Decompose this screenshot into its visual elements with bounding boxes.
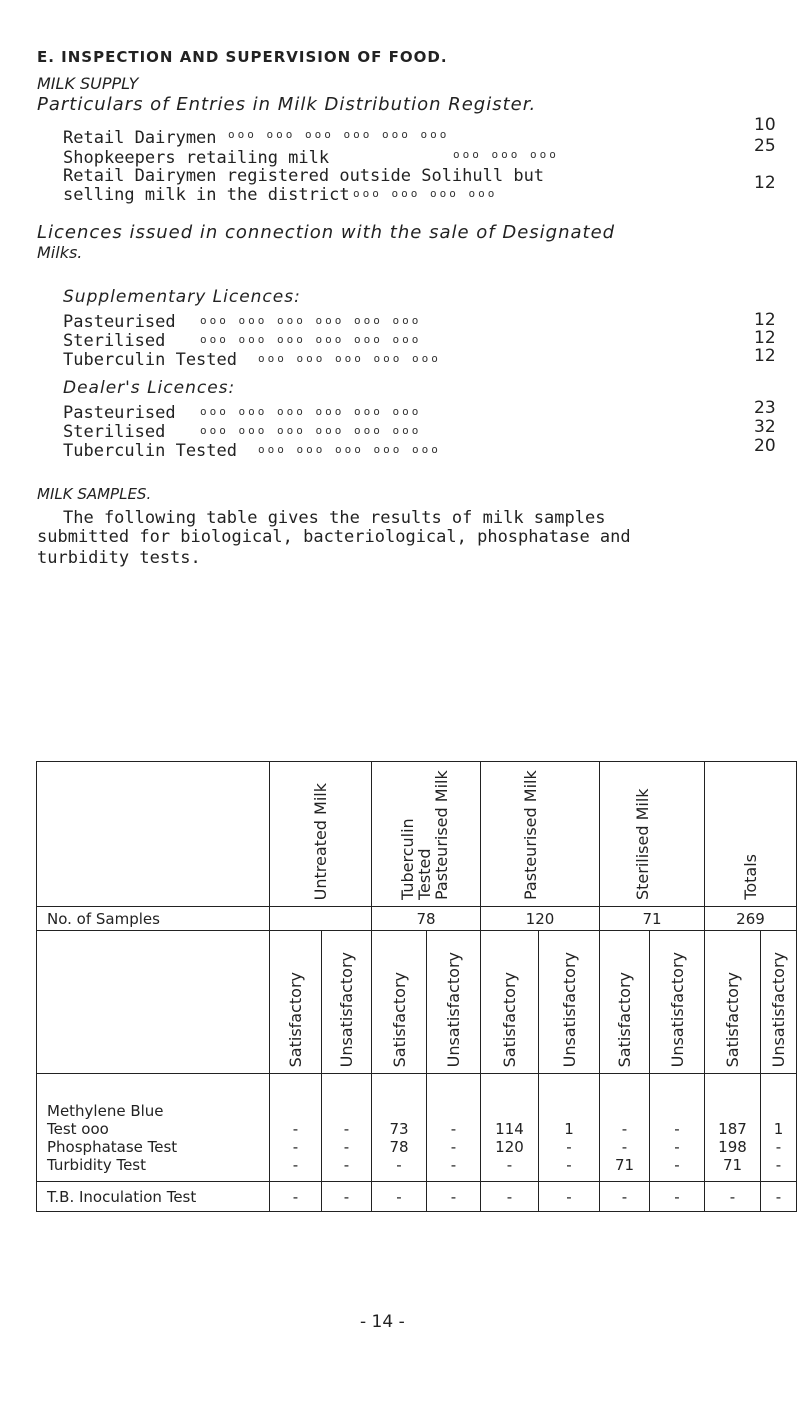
column-header-label: Totals — [741, 854, 760, 900]
result-header — [761, 931, 797, 1074]
licence-value: 32 — [754, 417, 776, 437]
result-cell — [481, 1074, 539, 1182]
result-header — [650, 931, 705, 1074]
leader-dots: ooo ooo ooo ooo ooo — [258, 443, 441, 456]
licence-label: Pasteurised — [63, 312, 176, 332]
result-value: 73 — [389, 1120, 409, 1138]
licence-label: Tuberculin Tested — [63, 350, 237, 370]
result-value: - — [450, 1138, 457, 1156]
samples-count: 120 — [481, 907, 600, 931]
result-value: - — [343, 1138, 350, 1156]
row-label: T.B. Inoculation Test — [37, 1182, 270, 1212]
leader-dots: ooo ooo ooo ooo ooo ooo — [200, 333, 422, 346]
result-value: 71 — [614, 1156, 635, 1174]
result-value: - — [775, 1156, 782, 1174]
test-names — [37, 1074, 270, 1182]
result-value: - — [621, 1120, 628, 1138]
result-value: - — [566, 1138, 572, 1156]
result-header-label: Satisfactory — [500, 971, 519, 1067]
result-value: - — [450, 1120, 457, 1138]
tb-cell: - — [705, 1182, 761, 1212]
licence-label: Sterilised — [63, 422, 166, 442]
tb-cell: - — [427, 1182, 481, 1212]
tb-cell: - — [270, 1182, 322, 1212]
column-header-label: Tuberculin Tested Pasteurised Milk — [398, 770, 451, 900]
tb-cell: - — [539, 1182, 600, 1212]
result-cell — [372, 1074, 427, 1182]
result-cell — [600, 1074, 650, 1182]
result-header — [270, 931, 322, 1074]
row-label: No. of Samples — [37, 907, 270, 931]
tb-cell: - — [481, 1182, 539, 1212]
licence-value: 12 — [754, 346, 776, 366]
samples-intro-end: turbidity tests. — [37, 548, 201, 568]
column-header — [372, 762, 481, 907]
samples-count: 269 — [705, 907, 797, 931]
result-header — [372, 931, 427, 1074]
result-value: - — [292, 1120, 299, 1138]
result-value: - — [343, 1120, 350, 1138]
licences-heading: Licences issued in connection with the sale of Designated — [37, 222, 616, 243]
page-number: - 14 - — [360, 1312, 405, 1332]
register-label: Retail Dairymen registered outside Solihull but — [63, 166, 545, 186]
result-value: 187 — [718, 1120, 747, 1138]
column-header-label: Sterilised Milk — [633, 788, 652, 900]
result-value: 198 — [718, 1138, 747, 1156]
samples-intro-cont: submitted for biological, bacteriological, phosphatase and — [37, 527, 631, 547]
result-value: 1 — [773, 1120, 784, 1138]
result-cell — [650, 1074, 705, 1182]
result-header-row — [37, 931, 797, 1074]
section-heading: E. INSPECTION AND SUPERVISION OF FOOD. — [37, 48, 448, 66]
test-name: Test ooo — [47, 1120, 109, 1138]
result-header-label: Satisfactory — [286, 971, 305, 1067]
samples-count — [270, 907, 372, 931]
register-label: Shopkeepers retailing milk — [63, 148, 330, 168]
column-header — [600, 762, 705, 907]
leader-dots: ooo ooo ooo ooo ooo ooo — [200, 314, 422, 327]
licence-value: 23 — [754, 398, 776, 418]
result-cell — [539, 1074, 600, 1182]
column-header — [705, 762, 797, 907]
result-value: - — [621, 1138, 628, 1156]
result-cell — [322, 1074, 372, 1182]
result-header-label: Satisfactory — [723, 971, 742, 1067]
no-samples-row — [37, 907, 797, 931]
result-value: - — [292, 1156, 299, 1174]
register-label: Retail Dairymen — [63, 128, 217, 148]
test-name: Phosphatase Test — [47, 1138, 178, 1156]
register-value: 12 — [754, 173, 776, 193]
result-header — [322, 931, 372, 1074]
result-header-label: Unsatisfactory — [769, 951, 788, 1067]
tb-cell: - — [322, 1182, 372, 1212]
result-value: 1 — [564, 1120, 574, 1138]
register-value: 10 — [754, 115, 776, 135]
result-cell — [705, 1074, 761, 1182]
result-cell — [270, 1074, 322, 1182]
tb-cell: - — [761, 1182, 797, 1212]
result-value: 71 — [722, 1156, 743, 1174]
tb-cell: - — [372, 1182, 427, 1212]
result-value: - — [674, 1156, 680, 1174]
samples-count: 78 — [372, 907, 481, 931]
result-header — [481, 931, 539, 1074]
result-cell — [761, 1074, 797, 1182]
milk-samples-heading: MILK SAMPLES. — [37, 485, 152, 503]
test-name: Turbidity Test — [47, 1156, 147, 1174]
blank-header-cell — [37, 762, 270, 907]
leader-dots: ooo ooo ooo ooo — [353, 187, 498, 200]
blank-header-cell — [37, 931, 270, 1074]
result-value: - — [674, 1120, 680, 1138]
samples-intro: The following table gives the results of milk samples — [63, 508, 606, 528]
tb-cell: - — [650, 1182, 705, 1212]
tb-cell: - — [600, 1182, 650, 1212]
samples-count: 71 — [600, 907, 705, 931]
result-value: - — [450, 1156, 457, 1174]
licence-label: Sterilised — [63, 331, 166, 351]
result-value: - — [396, 1156, 402, 1174]
leader-dots: ooo ooo ooo ooo ooo — [258, 352, 441, 365]
result-value: - — [674, 1138, 680, 1156]
column-header — [481, 762, 600, 907]
leader-dots: ooo ooo ooo ooo ooo ooo — [200, 424, 422, 437]
result-value: 78 — [389, 1138, 409, 1156]
leader-dots: ooo ooo ooo ooo ooo ooo — [228, 128, 450, 141]
result-value: - — [292, 1138, 299, 1156]
column-header — [270, 762, 372, 907]
result-header-label: Unsatisfactory — [444, 951, 463, 1067]
result-header-label: Satisfactory — [389, 971, 409, 1067]
leader-dots: ooo ooo ooo ooo ooo ooo — [200, 405, 422, 418]
result-header — [427, 931, 481, 1074]
licence-value: 12 — [754, 310, 776, 330]
result-value: - — [506, 1156, 513, 1174]
licence-value: 12 — [754, 328, 776, 348]
result-value: - — [775, 1138, 782, 1156]
licence-value: 20 — [754, 436, 776, 456]
result-value: - — [343, 1156, 350, 1174]
test-name: Methylene Blue — [47, 1102, 164, 1120]
licence-label: Tuberculin Tested — [63, 441, 237, 461]
result-value: 120 — [495, 1138, 524, 1156]
dealers-heading: Dealer's Licences: — [63, 378, 236, 398]
entries-heading: Particulars of Entries in Milk Distribution Register. — [37, 94, 537, 115]
tb-inoculation-row — [37, 1182, 797, 1212]
column-header-row — [37, 762, 797, 907]
register-value: 25 — [754, 136, 776, 156]
result-value: - — [566, 1156, 572, 1174]
licence-label: Pasteurised — [63, 403, 176, 423]
licences-heading-cont: Milks. — [37, 243, 83, 262]
result-header-label: Satisfactory — [615, 971, 634, 1067]
result-header — [539, 931, 600, 1074]
result-cell — [427, 1074, 481, 1182]
column-header-label: Pasteurised Milk — [521, 770, 540, 900]
result-header — [705, 931, 761, 1074]
result-header-label: Unsatisfactory — [667, 951, 687, 1067]
register-label: selling milk in the district — [63, 185, 350, 205]
result-header-label: Unsatisfactory — [337, 951, 356, 1067]
milk-supply-heading: MILK SUPPLY — [37, 74, 139, 93]
milk-samples-table — [36, 761, 797, 1212]
leader-dots: ooo ooo ooo — [453, 148, 559, 161]
supplementary-heading: Supplementary Licences: — [63, 287, 301, 307]
result-header-label: Unsatisfactory — [559, 951, 579, 1067]
result-header — [600, 931, 650, 1074]
column-header-label: Untreated Milk — [311, 782, 330, 900]
tests-row — [37, 1074, 797, 1182]
result-value: 114 — [495, 1120, 524, 1138]
